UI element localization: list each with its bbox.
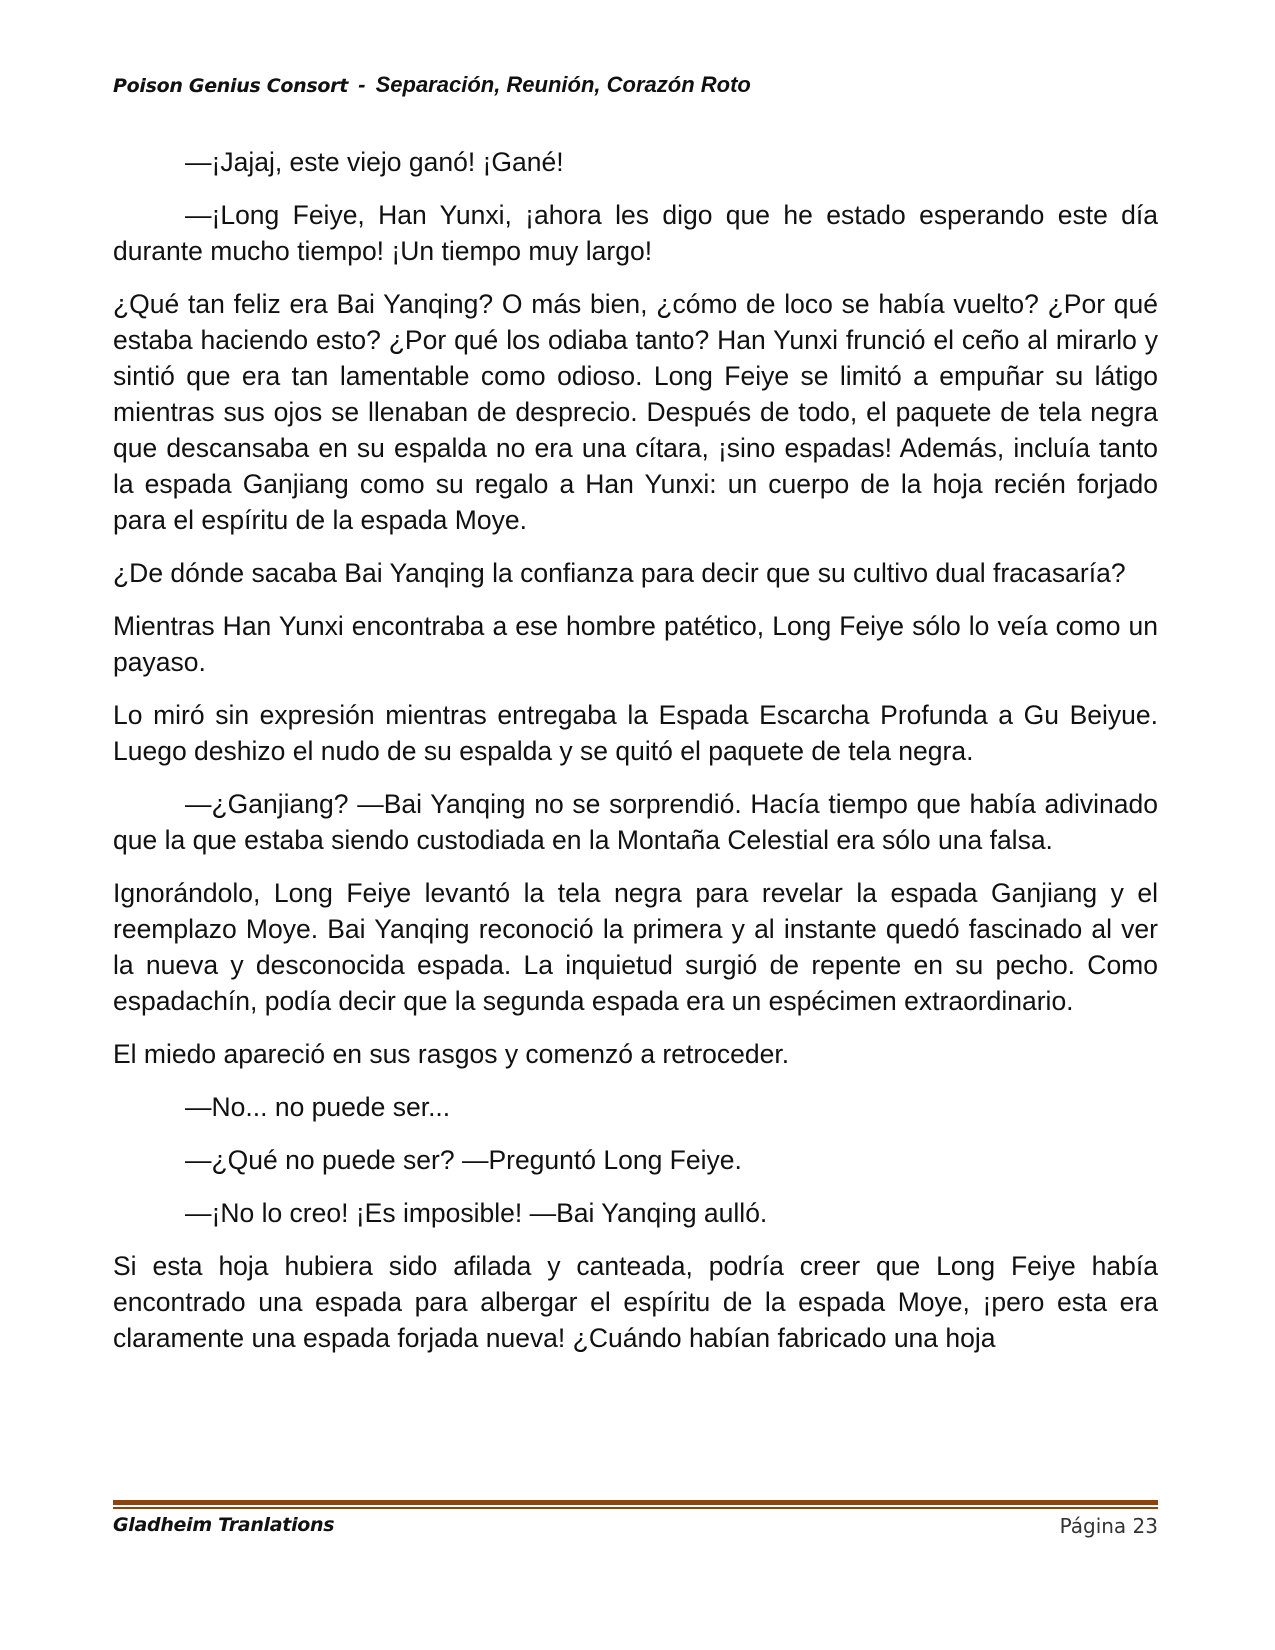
page-number: Página 23	[1059, 1514, 1158, 1538]
footer-rule-thin	[113, 1507, 1158, 1509]
translator-credit: Gladheim Tranlations	[113, 1514, 335, 1536]
paragraph: Lo miró sin expresión mientras entregaba la Espada Escarcha Profunda a Gu Beiyue. Luego deshizo el nudo de su espalda y se quitó el paquete de tela negra.	[113, 700, 1158, 766]
footer-rule	[113, 1500, 1158, 1505]
paragraph: El miedo apareció en sus rasgos y comenzó a retroceder.	[113, 1039, 790, 1069]
paragraph: Ignorándolo, Long Feiye levantó la tela negra para revelar la espada Ganjiang y el reemplazo Moye. Bai Yanqing reconoció la primera y al instante quedó fascinado al ver la nueva y desconocida espada. La inquietud surgió de repente en su pecho. Como espadachín, podía decir que la segunda espada era un espécimen extraordinario.	[113, 878, 1158, 1016]
page-header	[113, 72, 751, 98]
paragraph: —No... no puede ser...	[185, 1092, 451, 1122]
paragraph: —¡Jajaj, este viejo ganó! ¡Gané!	[185, 147, 564, 177]
chapter-title: Separación, Reunión, Corazón Roto	[375, 72, 751, 97]
paragraph: —¡Long Feiye, Han Yunxi, ¡ahora les digo que he estado esperando este día durante mucho tiempo! ¡Un tiempo muy largo!	[113, 200, 1158, 266]
paragraph: ¿Qué tan feliz era Bai Yanqing? O más bien, ¿cómo de loco se había vuelto? ¿Por qué estaba haciendo esto? ¿Por qué los odiaba tanto? Han Yunxi frunció el ceño al mirarlo y sintió que era tan lamentable como odioso. Long Feiye se limitó a empuñar su látigo mientras sus ojos se llenaban de desprecio. Después de todo, el paquete de tela negra que descansaba en su espalda no era una cítara, ¡sino espadas! Además, incluía tanto la espada Ganjiang como su regalo a Han Yunxi: un cuerpo de la hoja recién forjado para el espíritu de la espada Moye.	[113, 289, 1158, 535]
paragraph: —¿Ganjiang? —Bai Yanqing no se sorprendió. Hacía tiempo que había adivinado que la que estaba siendo custodiada en la Montaña Celestial era sólo una falsa.	[113, 789, 1158, 855]
paragraph: ¿De dónde sacaba Bai Yanqing la confianza para decir que su cultivo dual fracasaría?	[113, 558, 1126, 588]
book-title: Poison Genius Consort	[113, 75, 349, 97]
paragraph: —¡No lo creo! ¡Es imposible! —Bai Yanqing aulló.	[185, 1198, 768, 1228]
paragraph: Si esta hoja hubiera sido afilada y canteada, podría creer que Long Feiye había encontrado una espada para albergar el espíritu de la espada Moye, ¡pero esta era claramente una espada forjada nueva! ¿Cuándo habían fabricado una hoja	[113, 1251, 1158, 1353]
paragraph: —¿Qué no puede ser? —Preguntó Long Feiye.	[185, 1145, 742, 1175]
header-separator: -	[358, 72, 366, 97]
paragraph: Mientras Han Yunxi encontraba a ese hombre patético, Long Feiye sólo lo veía como un payaso.	[113, 611, 1158, 677]
body-text	[113, 144, 1158, 1356]
